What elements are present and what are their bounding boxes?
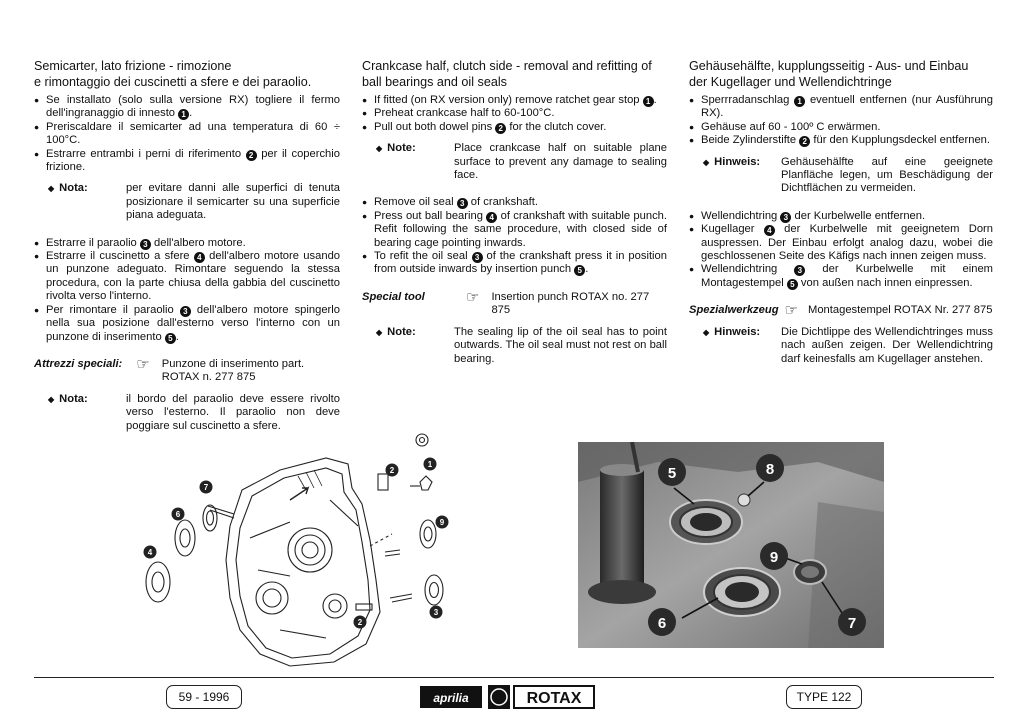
- ball-bearing-part: [175, 520, 195, 556]
- step-item: ● Wellendichtring 3 der Kurbelwelle mit einem Montagestempel 5 von außen nach innen einpressen.: [689, 263, 993, 290]
- pointing-hand-icon: ☞: [784, 302, 798, 320]
- ref-number-icon: 4: [764, 225, 775, 236]
- photo-label-7: 7: [847, 615, 857, 632]
- step-item: ● Sperrradanschlag 1 eventuell entfernen (nur Ausführung RX).: [689, 94, 993, 121]
- note-text: il bordo del paraolio deve essere rivolto verso l'esterno. Il paraolio non deve poggiare sul cuscinetto a sfere.: [126, 392, 340, 432]
- rotax-logo: ROTAX: [526, 690, 582, 707]
- callout-6: 6: [175, 510, 181, 519]
- ref-number-icon: 1: [794, 96, 805, 107]
- tool-text: Punzone di inserimento part. ROTAX n. 277 875: [161, 357, 305, 384]
- crankcase-outline: [226, 458, 380, 666]
- step-item: ● Gehäuse auf 60 - 100º C erwärmen.: [689, 121, 993, 134]
- callout-7: 7: [203, 483, 209, 492]
- ref-number-icon: 2: [246, 150, 257, 161]
- insertion-punch: [600, 470, 644, 590]
- note-block: [362, 142, 667, 182]
- tool-label: Special tool: [362, 290, 425, 303]
- note-text: The sealing lip of the oil seal has to point outwards. The oil seal must not rest on ball bearing.: [454, 325, 667, 365]
- footer-rule: [34, 677, 994, 678]
- step-item: ● Estrarre il paraolio 3 dell'albero motore.: [34, 237, 340, 250]
- step-item: ● Se installato (solo sulla versione RX) togliere il fermo dell'ingranaggio di innesto 1 .: [34, 94, 340, 121]
- note-text: Gehäusehälfte auf eine geeignete Planfläche legen, um Beschädigung der Dichtflächen zu vermeiden.: [781, 155, 993, 195]
- oil-seal-part: [203, 505, 217, 531]
- photo-label-9: 9: [769, 549, 779, 566]
- note-label: ◆ Nota:: [34, 182, 126, 222]
- photo-label-6: 6: [657, 615, 667, 632]
- callout-9: 9: [439, 518, 445, 527]
- callout-3: 3: [433, 608, 439, 617]
- page-number: 59 - 1996: [166, 685, 242, 709]
- note-label: ◆ Hinweis:: [689, 156, 781, 196]
- ref-number-icon: 1: [643, 96, 654, 107]
- step-item: ● Preheat crankcase half to 60-100°C.: [362, 107, 667, 120]
- step-item: ● If fitted (on RX version only) remove ratchet gear stop 1 .: [362, 94, 667, 107]
- ref-number-icon: 3: [780, 212, 791, 223]
- ref-number-icon: 1: [178, 109, 189, 120]
- ref-number-icon: 3: [794, 265, 805, 276]
- step-item: ● Pull out both dowel pins 2 for the clutch cover.: [362, 121, 667, 134]
- oil-seal-part: [146, 562, 170, 602]
- ref-number-icon: 3: [140, 239, 151, 250]
- step-item: ● Beide Zylinderstifte 2 für den Kupplungsdeckel entfernen.: [689, 134, 993, 147]
- photo-label-5: 5: [667, 465, 677, 482]
- note-label: ◆ Note:: [362, 142, 454, 182]
- step-item: ● Estrarre il cuscinetto a sfere 4 dell'albero motore usando un punzone adeguato. Rimontare seguendo la stessa procedura, con la parte chiusa della gabbia del cuscinetto rivolta verso l'interno.: [34, 250, 340, 304]
- callout-2b: 2: [357, 618, 363, 627]
- step-item: ● Estrarre entrambi i perni di riferimento 2 per il coperchio frizione.: [34, 148, 340, 175]
- ref-number-icon: 3: [472, 252, 483, 263]
- section-title-de: Gehäusehälfte, kupplungsseitig - Aus- und Einbau der Kugellager und Wellendichtringe: [689, 59, 969, 89]
- special-tool: [34, 355, 340, 385]
- step-item: ● Remove oil seal 3 of crankshaft.: [362, 196, 667, 209]
- section-title-en: Crankcase half, clutch side - removal and refitting of ball bearings and oil seals: [362, 59, 652, 89]
- note-label: ◆ Hinweis:: [689, 326, 781, 366]
- step-item: ● Wellendichtring 3 der Kurbelwelle entfernen.: [689, 210, 993, 223]
- section-title-it: Semicarter, lato frizione - rimozione e rimontaggio dei cuscinetti a sfere e dei paraolio.: [34, 59, 312, 89]
- tool-label: Attrezzi speciali:: [34, 357, 123, 370]
- ref-number-icon: 2: [799, 136, 810, 147]
- aprilia-logo: aprilia: [433, 691, 469, 705]
- ref-number-icon: 4: [194, 252, 205, 263]
- photo-label-8: 8: [765, 461, 775, 478]
- note-text: per evitare danni alle superfici di tenuta posizionare il semicarter su una superficie piana adeguata.: [126, 182, 340, 222]
- callout-2: 2: [389, 466, 395, 475]
- tool-label: Spezialwerkzeug: [689, 304, 779, 317]
- tool-text: Insertion punch ROTAX no. 277 875: [491, 290, 650, 317]
- oil-seal-part: [420, 520, 436, 548]
- step-item: ● Preriscaldare il semicarter ad una temperatura di 60 ÷ 100°C.: [34, 121, 340, 148]
- crankcase-photo: [578, 442, 884, 648]
- note-block: [362, 326, 667, 366]
- brand-logos: [420, 682, 596, 712]
- note-block: [34, 393, 340, 433]
- exploded-view-drawing: [130, 430, 460, 670]
- ref-number-icon: 5: [165, 333, 176, 344]
- ref-number-icon: 2: [495, 123, 506, 134]
- ref-number-icon: 3: [180, 306, 191, 317]
- pointing-hand-icon: ☞: [136, 355, 150, 373]
- note-block: [689, 156, 993, 196]
- note-block: [34, 182, 340, 222]
- note-label: ◆ Nota:: [34, 393, 126, 433]
- engine-type: TYPE 122: [786, 685, 862, 709]
- special-tool: [362, 288, 667, 318]
- note-text: Die Dichtlippe des Wellendichtringes muss nach außen zeigen. Der Wellendichtring darf keinesfalls am Kugellager anstehen.: [781, 325, 993, 365]
- step-item: ● To refit the oil seal 3 of the crankshaft press it in position from outside inwards by insertion punch 5 .: [362, 250, 667, 277]
- ref-number-icon: 3: [457, 198, 468, 209]
- callout-4: 4: [147, 548, 153, 557]
- callout-1: 1: [427, 460, 433, 469]
- ref-number-icon: 4: [486, 212, 497, 223]
- note-block: [689, 326, 993, 366]
- special-tool: [689, 302, 993, 320]
- german-column: [689, 58, 993, 366]
- note-label: ◆ Note:: [362, 326, 454, 366]
- oil-seal-part: [425, 575, 443, 605]
- step-item: ● Press out ball bearing 4 of crankshaft with suitable punch. Refit following the same procedure, with closed side of bearing cage pointing inwards.: [362, 210, 667, 250]
- step-item: ● Kugellager 4 der Kurbelwelle mit geeignetem Dorn auspressen. Der Einbau erfolgt analog dazu, wobei die geschlossenen Seite des Käfigs nach innen zeigen muss.: [689, 223, 993, 263]
- step-item: ● Per rimontare il paraolio 3 dell'albero motore spingerlo nella sua posizione dall'esterno verso l'interno con un punzone di inserimento 5 .: [34, 304, 340, 344]
- ref-number-icon: 5: [787, 279, 798, 290]
- english-column: [362, 58, 667, 366]
- note-text: Place crankcase half on suitable plane surface to prevent any damage to sealing face.: [454, 142, 667, 182]
- italian-column: [34, 58, 340, 433]
- ref-number-icon: 5: [574, 265, 585, 276]
- pointing-hand-icon: ☞: [466, 288, 480, 306]
- tool-text: Montagestempel ROTAX Nr. 277 875: [808, 304, 993, 317]
